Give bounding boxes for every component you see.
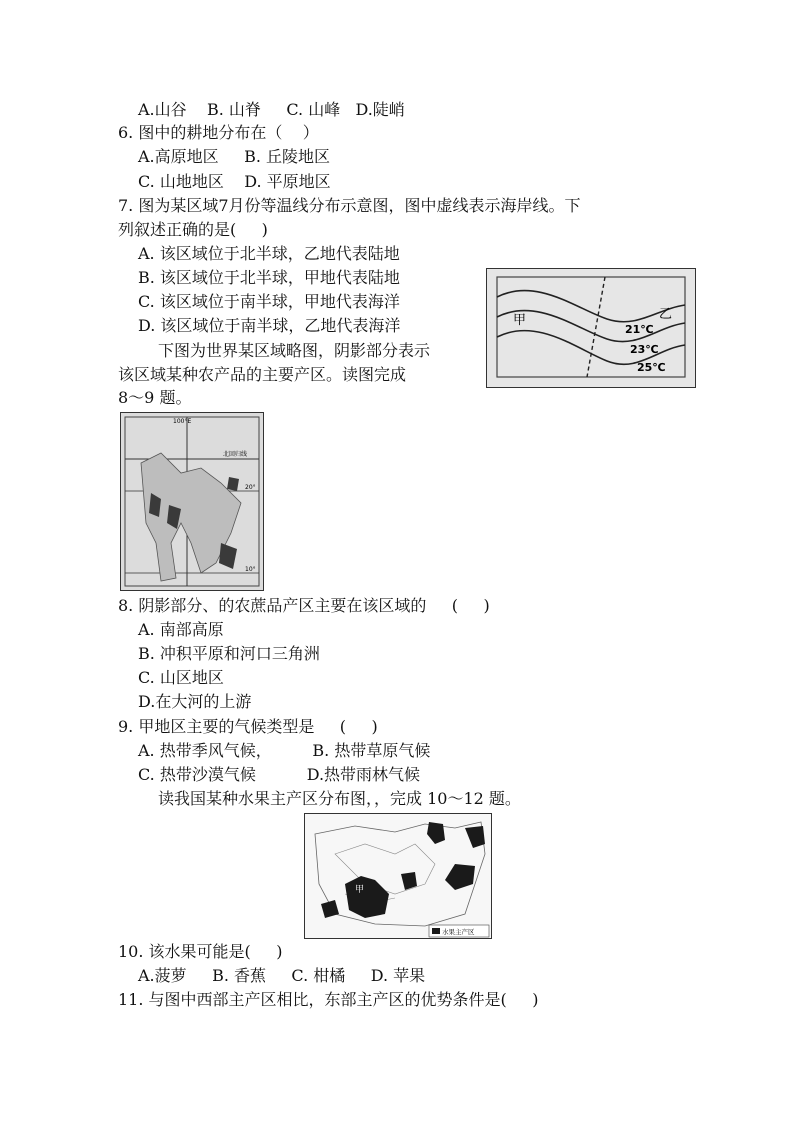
isotherm-figure (486, 268, 696, 388)
q7-option-a: A. 该区域位于北半球，乙地代表陆地 (138, 244, 400, 263)
q9-stem: 9. 甲地区主要的气候类型是 ( ) (118, 717, 378, 736)
isotherm-23: 23℃ (630, 343, 659, 356)
q8-option-a: A. 南部高原 (138, 620, 224, 639)
isotherm-25: 25℃ (637, 361, 666, 374)
q7-option-d: D. 该区域位于南半球，乙地代表海洋 (138, 316, 401, 335)
map-meridian-label: 100°E (173, 418, 192, 425)
map-lat10-label: 10° (245, 566, 256, 573)
fruit-map-figure (304, 813, 492, 939)
intro-8-9-line1: 下图为世界某区域略图，阴影部分表示 (158, 341, 431, 360)
isotherm-label-jia: 甲 (513, 313, 527, 328)
q7-stem-line2: 列叙述正确的是( ) (118, 220, 268, 239)
intro-8-9-line3: 8～9 题。 (118, 388, 192, 407)
q9-options-cd: C. 热带沙漠气候 D.热带雨林气候 (138, 765, 421, 784)
q9-options-ab: A. 热带季风气候， B. 热带草原气候 (138, 741, 431, 760)
fruit-map-legend: 水果主产区 (442, 928, 475, 936)
q8-option-d: D.在大河的上游 (138, 692, 252, 711)
map-tropic-label: 北回归线 (223, 451, 248, 458)
q6-options-cd: C. 山地地区 D. 平原地区 (138, 172, 331, 191)
intro-8-9-line2: 该区域某种农产品的主要产区。读图完成 (118, 365, 407, 384)
q7-option-b: B. 该区域位于北半球，甲地代表陆地 (138, 268, 400, 287)
q11-stem: 11. 与图中西部主产区相比，东部主产区的优势条件是( ) (118, 990, 539, 1009)
region-map-figure (120, 412, 264, 591)
fruit-map-label-jia: 甲 (355, 885, 365, 895)
q10-stem: 10. 该水果可能是( ) (118, 942, 283, 961)
q10-options: A.菠萝 B. 香蕉 C. 柑橘 D. 苹果 (138, 966, 426, 985)
q5-options: A.山谷 B. 山脊 C. 山峰 D.陡峭 (138, 100, 405, 119)
q8-stem: 8. 阴影部分、的农蔗品产区主要在该区域的 ( ) (118, 596, 490, 615)
isotherm-21: 21℃ (625, 323, 654, 336)
q7-stem-line1: 7. 图为某区域7月份等温线分布示意图，图中虚线表示海岸线。下 (118, 196, 581, 215)
q7-option-c: C. 该区域位于南半球，甲地代表海洋 (138, 292, 400, 311)
q6-stem: 6. 图中的耕地分布在（ ） (118, 123, 319, 142)
q6-options-ab: A.高原地区 B. 丘陵地区 (138, 147, 331, 166)
q8-option-c: C. 山区地区 (138, 668, 224, 687)
intro-10-12: 读我国某种水果主产区分布图，，完成 10～12 题。 (158, 789, 521, 808)
map-lat20-label: 20° (245, 484, 256, 491)
q8-option-b: B. 冲积平原和河口三角洲 (138, 644, 320, 663)
isotherm-label-yi: 乙 (659, 307, 673, 322)
